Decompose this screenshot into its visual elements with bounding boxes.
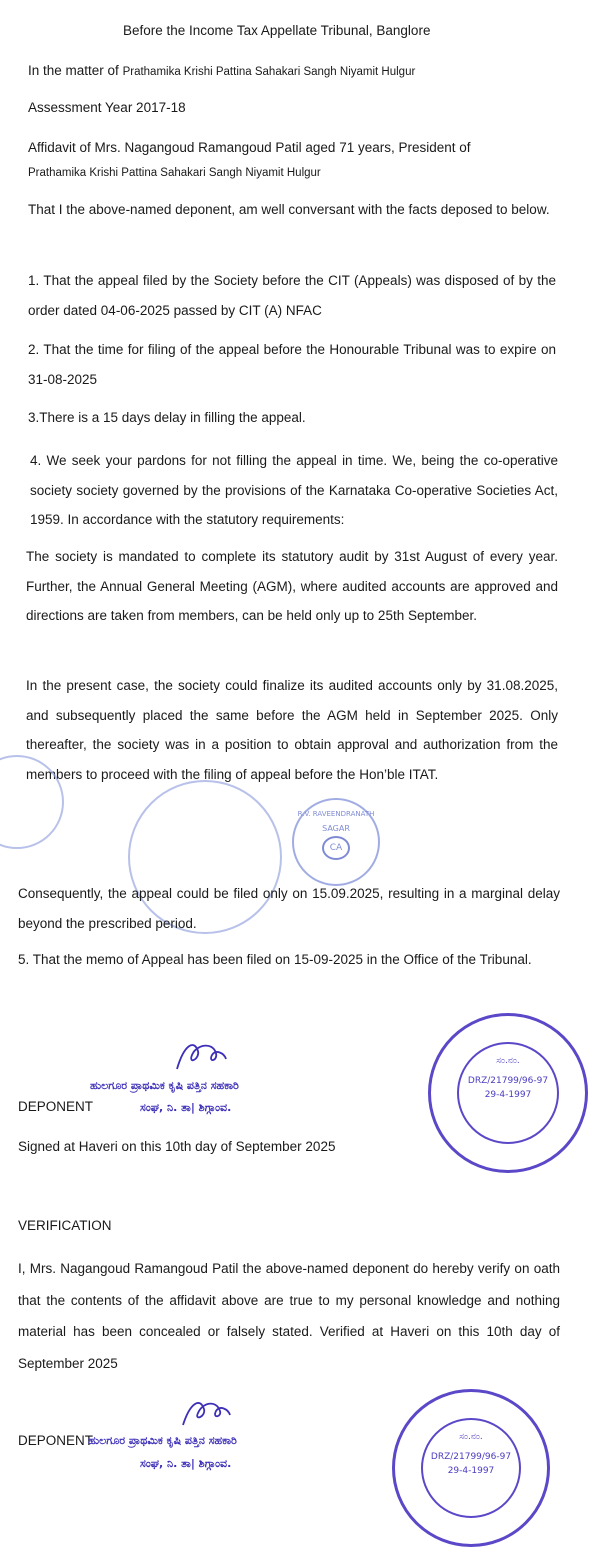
matter-line [28,56,415,87]
signature-scribble-2 [178,1393,236,1433]
seal-text-1-line2: ಸಂಘ, ನಿ. ತಾ| ಶಿಗ್ಗಾಂವ. [140,1101,232,1114]
seal-2-reg-label: ಸಂ.ನಂ. [459,1432,483,1442]
matter-prefix: In the matter of [28,63,119,78]
ca-stamp [292,798,380,886]
point-3: 3.There is a 15 days delay in filling the appeal. [28,410,306,425]
seal-text-2-line2: ಸಂಘ, ನಿ. ತಾ| ಶಿಗ್ಗಾಂವ. [140,1457,232,1470]
tribunal-title: Before the Income Tax Appellate Tribunal, Banglore [123,23,431,38]
point-1: 1. That the appeal filed by the Society before the CIT (Appeals) was disposed of by the order dated 04-06-2025 passed by CIT (A) NFAC [28,273,556,318]
seal-1-reg-label: ಸಂ.ನಂ. [496,1056,520,1066]
ca-stamp-city: SAGAR [322,824,350,833]
ca-stamp-mark: CA [322,836,350,860]
point-5: 5. That the memo of Appeal has been filed on 15-09-2025 in the Office of the Tribunal. [18,952,532,967]
seal-text-2-line1: ಹುಲಗೂರ ಪ್ರಾಥಮಿಕ ಕೃಷಿ ಪತ್ತಿನ ಸಹಕಾರಿ [88,1434,237,1447]
verification-text: I, Mrs. Nagangoud Ramangoud Patil the above-named deponent do hereby verify on oath that the contents of the affidavit above are true to my personal knowledge and nothing material has been concealed or falsely stated. Verified at Haveri on this 10th day of September 2025 [18,1261,560,1371]
society-seal-2 [392,1389,550,1547]
ca-stamp-name: R.V. RAVEENDRANATH [297,810,375,818]
verification-heading: VERIFICATION [18,1218,112,1233]
point-4: 4. We seek your pardons for not filling the appeal in time. We, being the co-operative society society governed by the provisions of the Karnataka Co-operative Societies Act, 1959. In accordance with the statutory requirements: [30,453,558,527]
deponent-label-1: DEPONENT [18,1099,94,1114]
seal-text-1-line1: ಹುಲಗೂರ ಪ್ರಾಥಮಿಕ ಕೃಷಿ ಪತ್ತಿನ ಸಹಕಾರಿ [90,1079,239,1092]
consequently-paragraph: Consequently, the appeal could be filed only on 15.09.2025, resulting in a marginal delay beyond the prescribed period. [18,886,560,931]
audit-paragraph: The society is mandated to complete its statutory audit by 31st August of every year. Further, the Annual General Meeting (AGM), where audited accounts are approved and directions are taken from members, can be held only up to 25th September. [26,549,558,623]
point-2: 2. That the time for filing of the appeal before the Honourable Tribunal was to expire on 31-08-2025 [28,342,556,387]
signature-scribble-1 [172,1035,232,1077]
deponent-label-2: DEPONENT [18,1433,94,1448]
seal-1-reg-date: 29-4-1997 [484,1090,532,1100]
seal-2-reg-no: DRZ/21799/96-97 [430,1452,512,1462]
affidavit-line2: Prathamika Krishi Pattina Sahakari Sangh Niyamit Hulgur [28,167,321,179]
society-seal-1 [428,1013,588,1173]
affidavit-line1: Affidavit of Mrs. Nagangoud Ramangoud Patil aged 71 years, President of [28,140,471,155]
seal-1-reg-no: DRZ/21799/96-97 [467,1076,549,1086]
assessment-year: Assessment Year 2017-18 [28,100,186,115]
signed-at-line: Signed at Haveri on this 10th day of September 2025 [18,1139,336,1154]
intro-paragraph: That I the above-named deponent, am well conversant with the facts deposed to below. [28,202,550,217]
matter-party: Prathamika Krishi Pattina Sahakari Sangh Niyamit Hulgur [122,66,416,78]
seal-2-reg-date: 29-4-1997 [447,1466,495,1476]
present-case-paragraph: In the present case, the society could finalize its audited accounts only by 31.08.2025, and subsequently placed the same before the AGM held in September 2025. Only thereafter, the society was in a position to obtain approval and authorization from the members to proceed with the filing of appeal before the Hon’ble ITAT. [26,678,558,782]
